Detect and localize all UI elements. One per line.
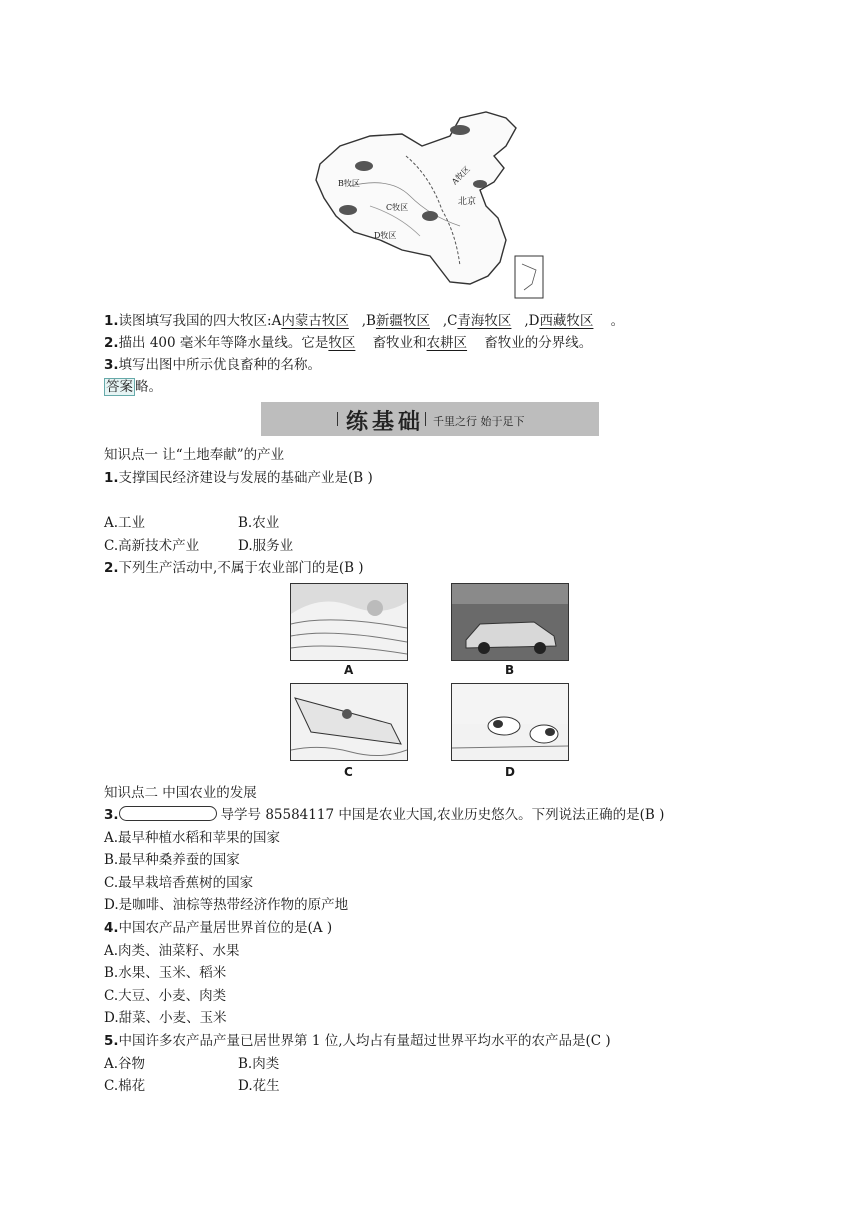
q3-option-c: C.最早栽培香蕉树的国家: [104, 875, 254, 891]
map-question-2: 2.描出 400 毫米年等降水量线。它是牧区 畜牧业和农耕区 畜牧业的分界线。: [104, 335, 593, 351]
section-heading-2: 知识点二 中国农业的发展: [104, 785, 257, 801]
image-label-a: A: [344, 663, 354, 677]
banner-divider-left: [337, 412, 338, 426]
map-label-c: C牧区: [386, 203, 409, 212]
q5-option-d: D.花生: [238, 1078, 280, 1094]
image-b-car-factory: [451, 583, 569, 661]
map-label-beijing: 北京: [458, 197, 477, 207]
q4-option-c: C.大豆、小麦、肉类: [104, 988, 227, 1004]
q4-option-d: D.甜菜、小麦、玉米: [104, 1010, 227, 1026]
map-label-a: A牧区: [450, 164, 472, 187]
q3-option-b: B.最早种桑养蚕的国家: [104, 852, 240, 868]
q5-option-a: A.谷物: [104, 1056, 146, 1072]
q4-option-a: A.肉类、油菜籽、水果: [104, 943, 240, 959]
answer-tag[interactable]: 答案: [106, 379, 133, 395]
section-banner: [261, 402, 599, 436]
q4-option-b: B.水果、玉米、稻米: [104, 965, 227, 981]
question-3: 3. 导学号 85584117 中国是农业大国,农业历史悠久。下列说法正确的是(B ): [104, 807, 665, 823]
q3-option-a: A.最早种植水稻和苹果的国家: [104, 830, 281, 846]
q5-option-b: B.肉类: [238, 1056, 280, 1072]
answer-a: 内蒙古牧区: [281, 313, 349, 329]
answer-b: 新疆牧区: [375, 313, 430, 329]
china-map-drawing: [310, 106, 550, 306]
q3-option-d: D.是咖啡、油棕等热带经济作物的原产地: [104, 897, 349, 913]
image-label-b: B: [505, 663, 515, 677]
image-label-d: D: [505, 765, 515, 779]
image-c-fishing-boat: [290, 683, 408, 761]
banner-divider-right: [425, 412, 426, 426]
q1-option-a: A.工业: [104, 515, 146, 531]
image-label-c: C: [344, 765, 353, 779]
guide-number-badge[interactable]: [119, 806, 217, 821]
map-label-d: D牧区: [374, 231, 397, 240]
q1-option-d: D.服务业: [238, 538, 294, 554]
question-5: 5.中国许多农产品产量已居世界第 1 位,人均占有量超过世界平均水平的农产品是(C ): [104, 1033, 611, 1049]
answer-d: 西藏牧区: [539, 313, 594, 329]
question-1: 1.支撑国民经济建设与发展的基础产业是(B ): [104, 470, 373, 486]
image-a-terraced-fields: [290, 583, 408, 661]
q5-option-c: C.棉花: [104, 1078, 146, 1094]
q1-option-c: C.高新技术产业: [104, 538, 200, 554]
section-heading-1: 知识点一 让“土地奉献”的产业: [104, 447, 285, 463]
image-d-dairy-cows: [451, 683, 569, 761]
map-question-3: 3.填写出图中所示优良畜种的名称。: [104, 357, 322, 373]
map-question-1: 1.读图填写我国的四大牧区:A内蒙古牧区 ,B新疆牧区 ,C青海牧区 ,D西藏牧区 。: [104, 313, 625, 329]
banner-subtitle: 千里之行 始于足下: [433, 415, 525, 428]
china-pasture-map: [310, 106, 550, 306]
question-4: 4.中国农产品产量居世界首位的是(A ): [104, 920, 333, 936]
map-label-b: B牧区: [338, 179, 360, 188]
map-answer: 答案 略。: [106, 379, 162, 395]
answer-c: 青海牧区: [457, 313, 512, 329]
banner-title: 练基础: [346, 410, 425, 435]
q1-option-b: B.农业: [238, 515, 280, 531]
question-2: 2.下列生产活动中,不属于农业部门的是(B ): [104, 560, 364, 576]
